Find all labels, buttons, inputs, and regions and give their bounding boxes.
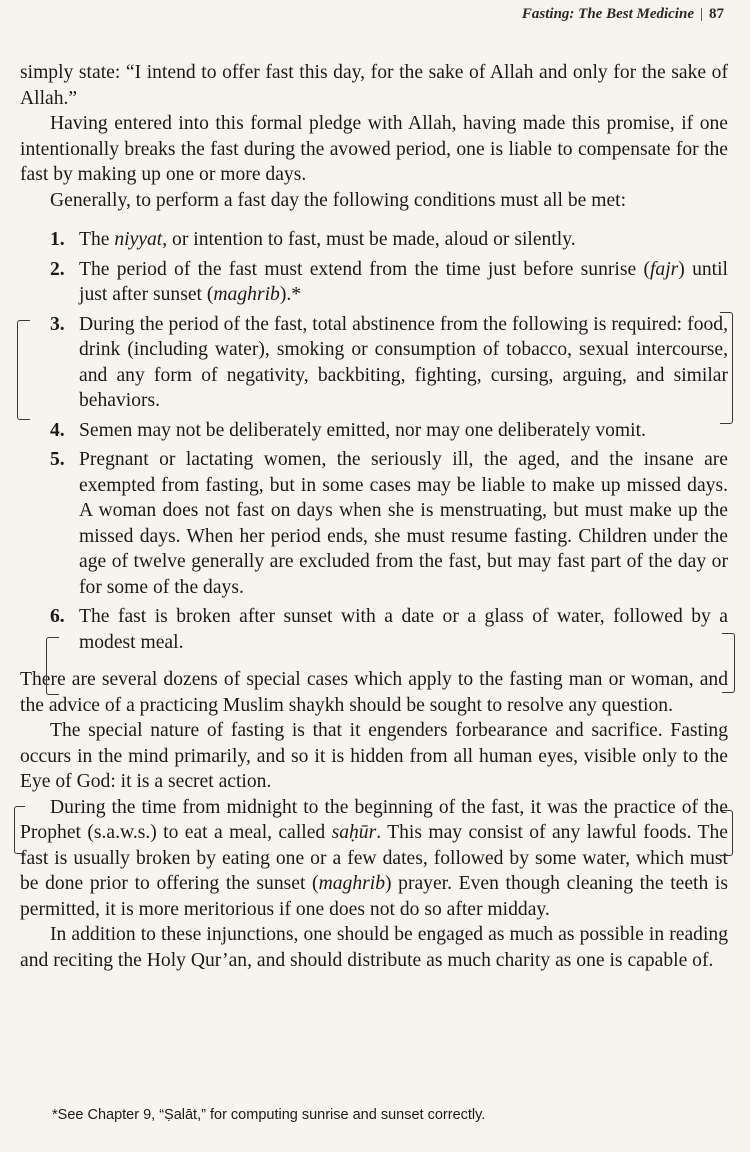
term-sahur: saḥūr xyxy=(331,822,377,843)
condition-text: The xyxy=(79,229,115,250)
running-title: Fasting: The Best Medicine xyxy=(521,6,694,22)
condition-text: During the period of the fast, total abstinence from the following is required: food, drink (including water), smoking or consumption of tobacco, sexual intercourse, and any form of negativity, backbiting, fighting, cursing, arguing, and similar behaviors. xyxy=(79,313,728,411)
condition-text: ) until just after sunset ( xyxy=(79,258,728,305)
condition-text: Semen may not be deliberately emitted, nor may one deliberately vomit. xyxy=(79,419,646,441)
paragraph-text: . This may consist of any lawful foods. The fast is usually broken by eating one or a few dates, followed by some water, which must be done prior to offering the sunset ( xyxy=(20,822,728,894)
condition-item-6 xyxy=(20,604,728,655)
condition-item-5 xyxy=(20,447,728,600)
paragraph-nature-of-fasting: The special nature of fasting is that it engenders forbearance and sacrifice. Fasting occurs in the mind primarily, and so it is hidden from all human eyes, visible only to the Eye of God: it is a secret action. xyxy=(20,720,728,792)
condition-item-3 xyxy=(20,312,728,414)
paragraph-quran-charity: In addition to these injunctions, one should be engaged as much as possible in reading and reciting the Holy Qur’an, and should distribute as much charity as one is capable of. xyxy=(20,924,728,971)
paragraph-conditions-intro: Generally, to perform a fast day the following conditions must all be met: xyxy=(50,189,627,211)
conditions-list xyxy=(20,227,728,655)
condition-item-4 xyxy=(20,418,728,444)
condition-item-1 xyxy=(20,227,728,253)
paragraph-intro: simply state: “I intend to offer fast this day, for the sake of Allah and only for the sake of Allah.” xyxy=(20,62,728,109)
condition-number: 6. xyxy=(50,606,65,627)
term-niyyat: niyyat xyxy=(114,229,163,250)
paragraph-pledge: Having entered into this formal pledge with Allah, having made this promise, if one intentionally breaks the fast during the avowed period, one is liable to compensate for the fast by making up one or more days. xyxy=(20,113,728,185)
paragraph-prophet-practice xyxy=(20,795,728,923)
condition-text: The period of the fast must extend from the time just before sunrise ( xyxy=(79,258,650,280)
condition-text: , or intention to fast, must be made, aloud or silently. xyxy=(162,229,576,250)
running-header xyxy=(522,6,724,23)
condition-text: Pregnant or lactating women, the seriously ill, the aged, and the insane are exempted from fasting, but in some cases may be liable to make up missed days. A woman does not fast on days when she is menstruating, but must make up the missed days. When her period ends, she must resume fasting. Children under the age of twelve generally are excluded from the fast, but may fast part of the day or for some of the days. xyxy=(79,449,728,598)
page-number: 87 xyxy=(709,6,724,22)
term-maghrib: maghrib xyxy=(213,284,280,305)
paragraph-text: ) prayer. Even though cleaning the teeth is permitted, it is more meritorious if one does not do so after midday. xyxy=(20,873,728,920)
paragraph-special-cases: There are several dozens of special cases which apply to the fasting man or woman, and the advice of a practicing Muslim shaykh should be sought to resolve any question. xyxy=(20,669,728,716)
condition-number: 2. xyxy=(50,258,65,280)
condition-text: The fast is broken after sunset with a date or a glass of water, followed by a modest meal. xyxy=(79,606,728,653)
paragraph-text: During the time from midnight to the beginning of the fast, it was the practice of the Prophet (s.a.w.s.) to eat a meal, called xyxy=(20,796,728,843)
term-fajr: fajr xyxy=(649,258,679,280)
condition-number: 1. xyxy=(50,229,65,250)
condition-item-2 xyxy=(20,257,728,308)
condition-number: 5. xyxy=(50,449,65,470)
body-text xyxy=(20,60,728,973)
term-maghrib: maghrib xyxy=(318,873,385,894)
footnote: *See Chapter 9, “Ṣalāt,” for computing sunrise and sunset correctly. xyxy=(52,1107,486,1123)
condition-number: 4. xyxy=(50,419,65,441)
condition-number: 3. xyxy=(50,313,65,335)
condition-text: ).* xyxy=(279,284,302,305)
header-separator: | xyxy=(699,6,703,22)
